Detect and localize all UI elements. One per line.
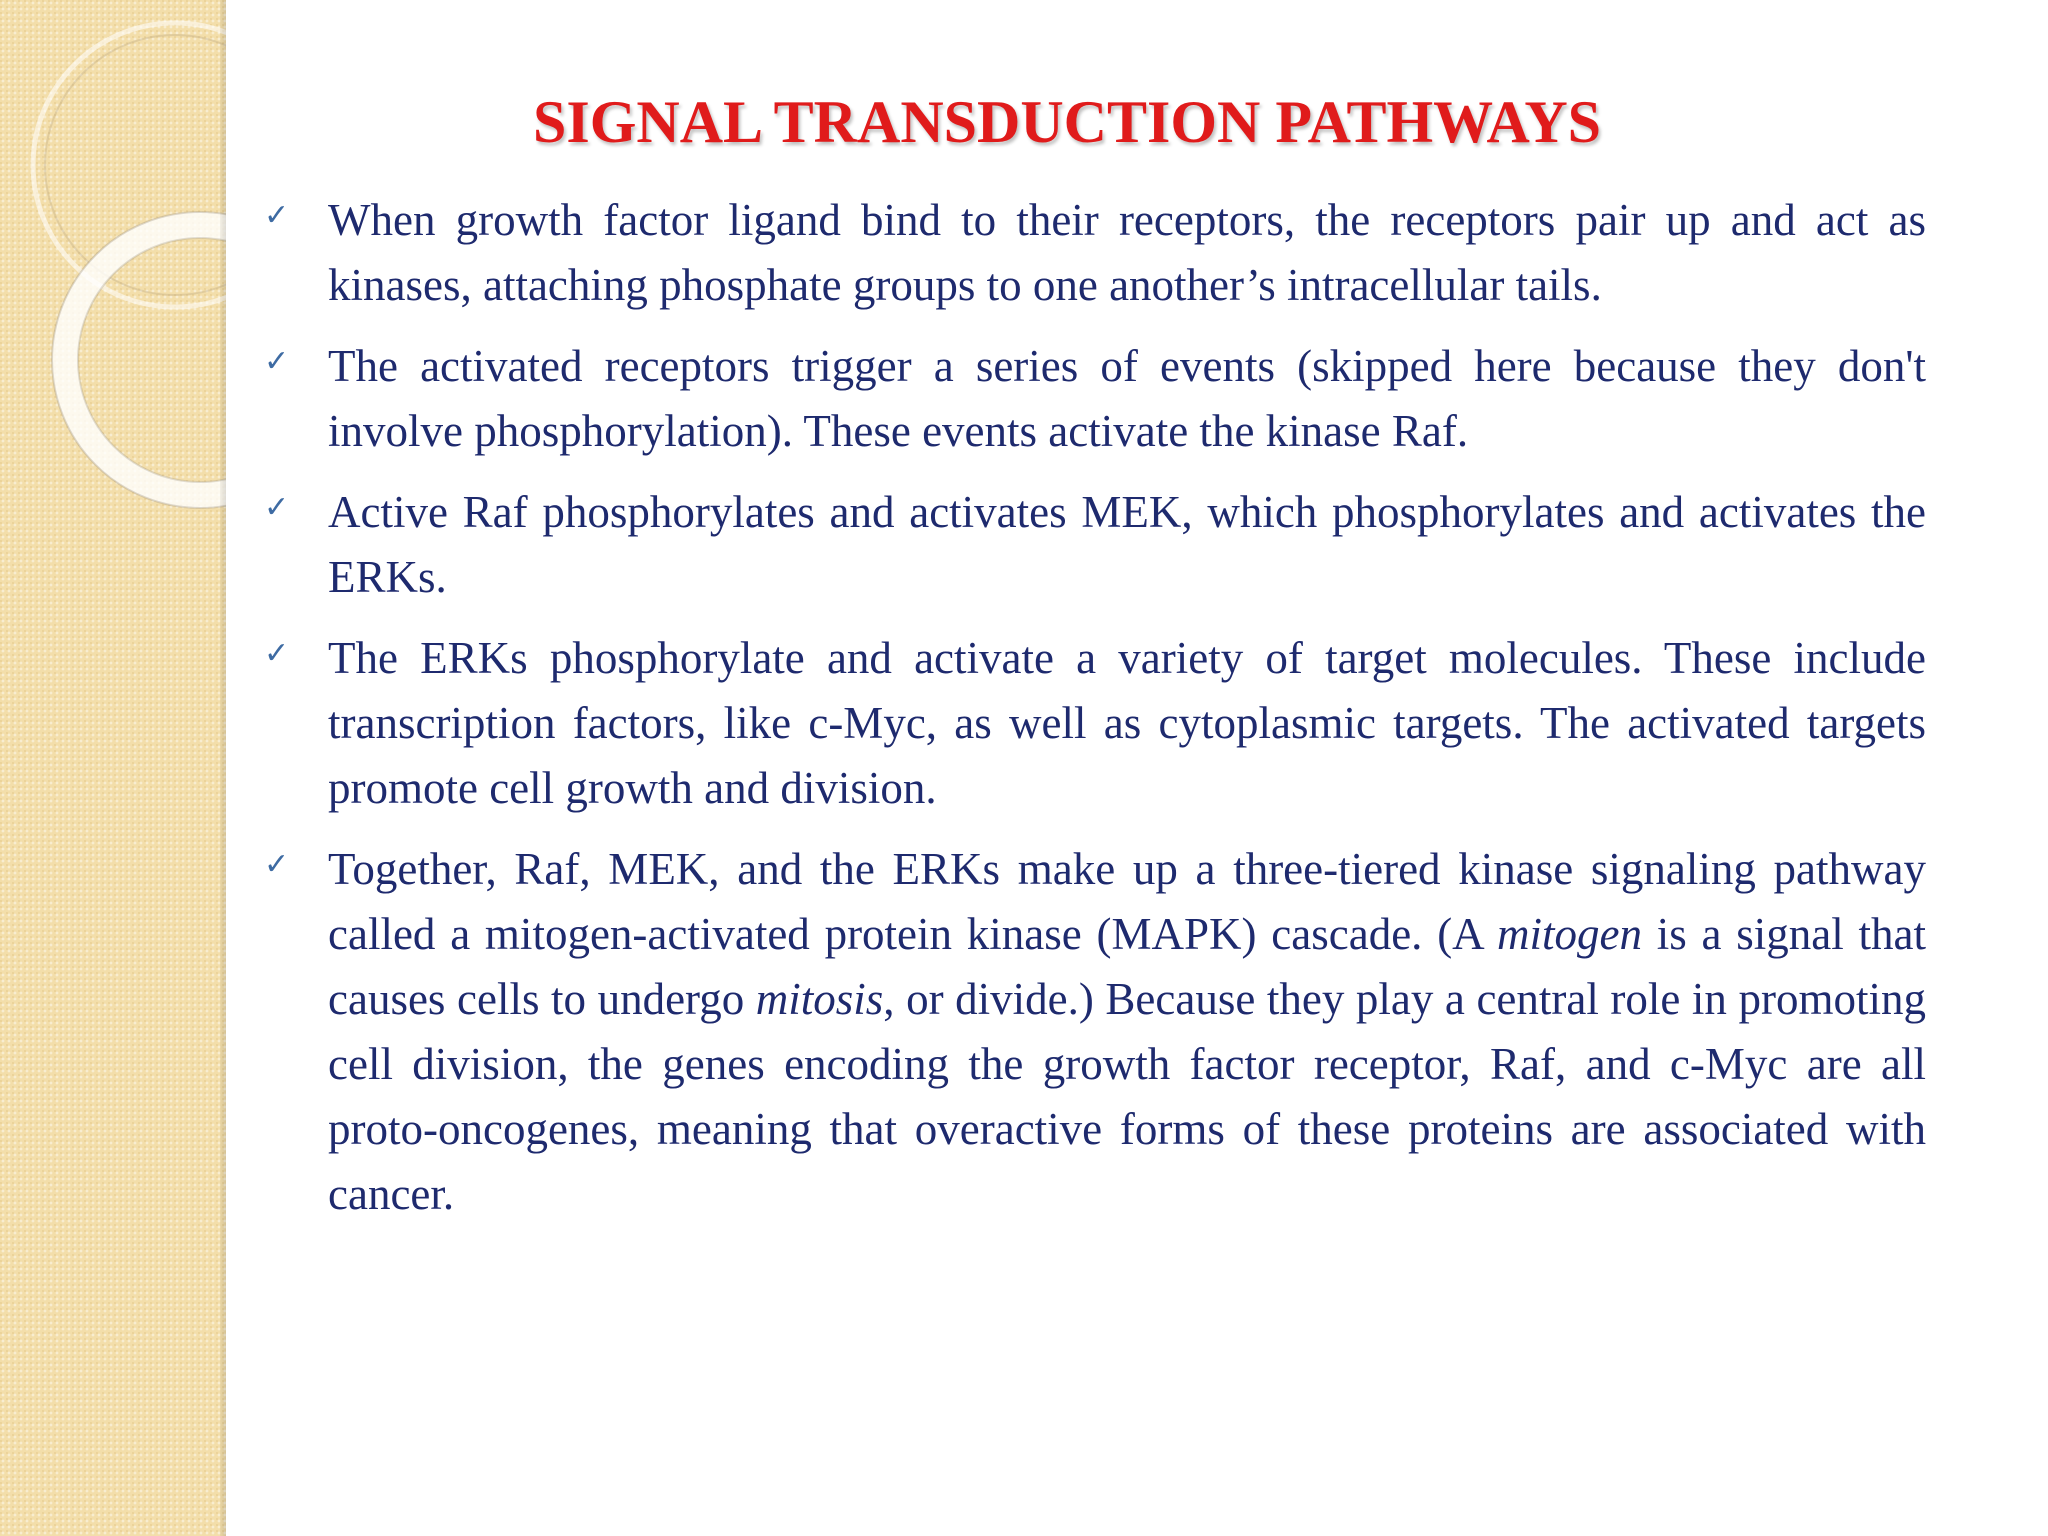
bullet-item: [250, 626, 1926, 821]
bullet-text: [328, 837, 1926, 1227]
slide-title: SIGNAL TRANSDUCTION PATHWAYS: [532, 89, 1602, 155]
italic-term-mitogen: mitogen: [1496, 909, 1642, 959]
bullet-item: [250, 334, 1926, 464]
bullet-text-segment: Together, Raf, MEK, and the ERKs make up a three-tiered kinase signaling pathway called a mitogen-activated protein kinase (MAPK) cascade. (A: [328, 844, 1926, 959]
bullet-text: The activated receptors trigger a series of events (skipped here because they don't involve phosphorylation). These events activate the kinase Raf.: [328, 341, 1926, 456]
checkmark-icon: ✓: [264, 198, 290, 233]
checkmark-icon: ✓: [264, 636, 290, 671]
bullet-text: When growth factor ligand bind to their receptors, the receptors pair up and act as kinases, attaching phosphate groups to one another’s intracellular tails.: [328, 195, 1926, 310]
checkmark-icon: ✓: [264, 490, 290, 525]
bullet-list: [250, 188, 1926, 1243]
bullet-text-segment: is a signal that causes cells to undergo: [328, 909, 1926, 1024]
bullet-item: [250, 837, 1926, 1227]
bullet-item: [250, 480, 1926, 610]
decorative-rings-icon: [0, 0, 226, 560]
checkmark-icon: ✓: [264, 847, 290, 882]
italic-term-mitosis: mitosis: [755, 974, 884, 1024]
decorative-side-band: [0, 0, 226, 1536]
bullet-text-segment: , or divide.) Because they play a central role in promoting cell division, the genes encoding the growth factor receptor, Raf, and c-Myc are all proto-oncogenes, meaning that overactive forms of these proteins are associated with cancer.: [328, 974, 1926, 1219]
bullet-text: Active Raf phosphorylates and activates MEK, which phosphorylates and activates the ERKs.: [328, 487, 1926, 602]
bullet-text: The ERKs phosphorylate and activate a variety of target molecules. These include transcription factors, like c-Myc, as well as cytoplasmic targets. The activated targets promote cell growth and division.: [328, 633, 1926, 813]
checkmark-icon: ✓: [264, 344, 290, 379]
side-band-edge: [220, 0, 226, 1536]
bullet-item: [250, 188, 1926, 318]
